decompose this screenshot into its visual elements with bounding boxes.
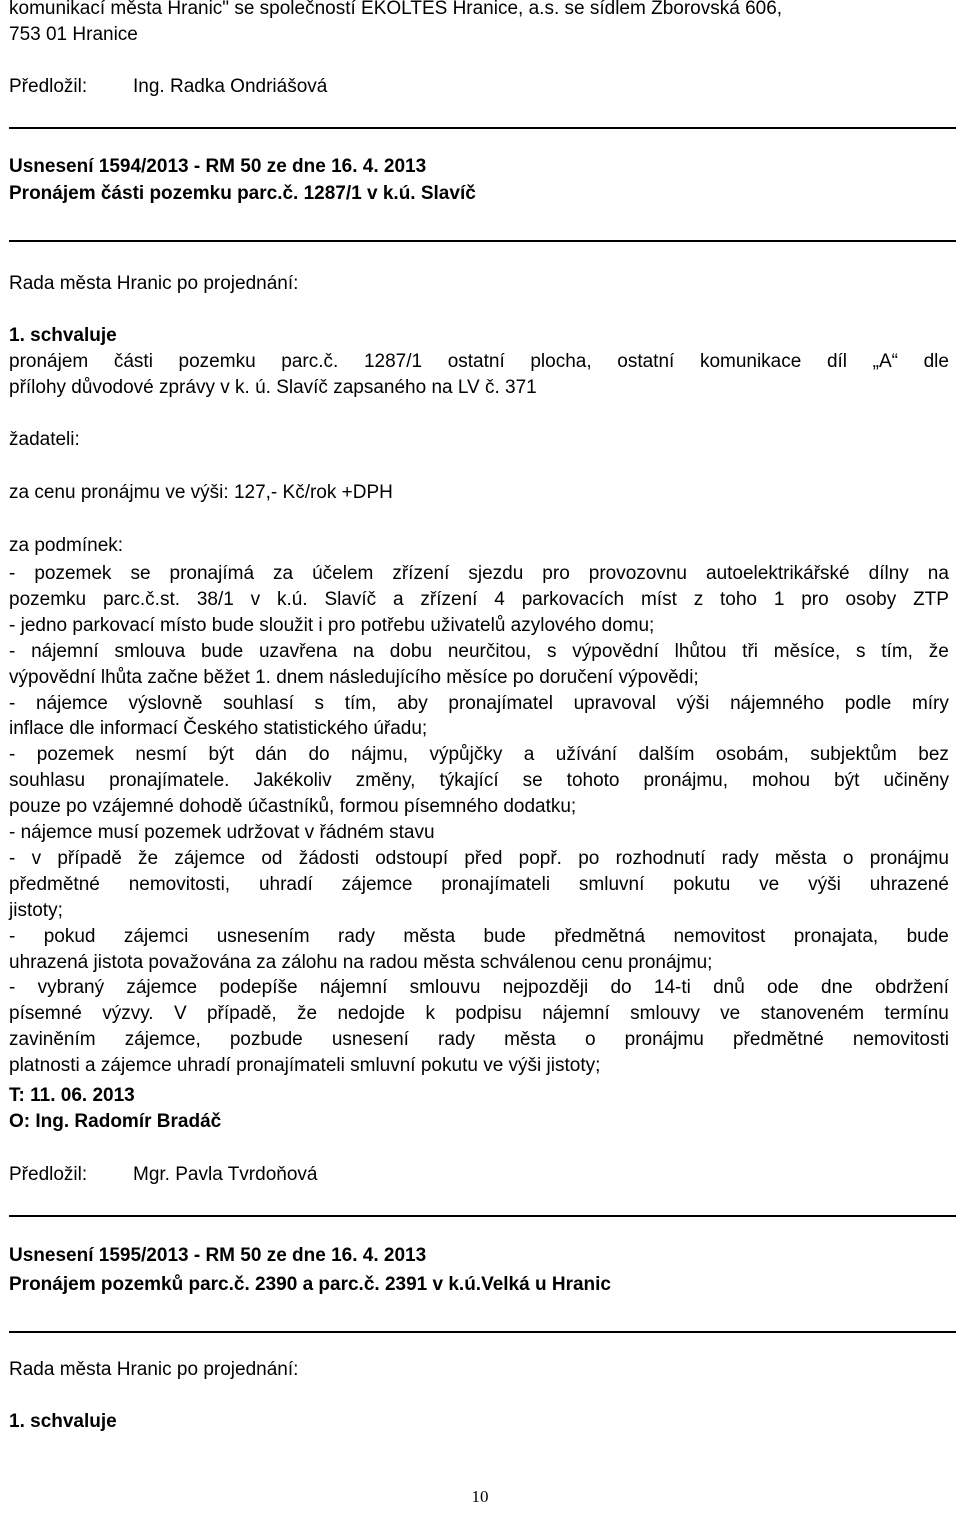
condition-line: písemné výzvy. V případě, že nedojde k podpisu nájemní smlouvy ve stanoveném termínu — [9, 1003, 949, 1024]
resolution-point: 1. schvaluje — [9, 325, 117, 346]
continuation-line-1: komunikací města Hranic" se společností EKOLTES Hranice, a.s. se sídlem Zborovská 606, — [9, 0, 783, 19]
condition-line: souhlasu pronajímatele. Jakékoliv změny, týkající se tohoto pronájmu, mohou být učiněny — [9, 770, 949, 791]
submitter-row — [9, 75, 327, 99]
council-intro: Rada města Hranic po projednání: — [9, 273, 299, 294]
resolution-title: Usnesení 1594/2013 - RM 50 ze dne 16. 4. 2013 — [9, 156, 427, 177]
resolution-subject: Pronájem části pozemku parc.č. 1287/1 v k.ú. Slavíč — [9, 183, 476, 204]
condition-line: zaviněním zájemce, pozbude usnesení rady města o pronájmu předmětné nemovitosti — [9, 1029, 949, 1050]
condition-line: - pozemek se pronajímá za účelem zřízení sjezdu pro provozovnu autoelektrikářské dílny na — [9, 563, 949, 584]
price-line: za cenu pronájmu ve výši: 127,- Kč/rok +DPH — [9, 482, 393, 503]
conditions-label: za podmínek: — [9, 535, 124, 556]
section-divider — [9, 240, 956, 242]
resolution-point: 1. schvaluje — [9, 1411, 117, 1432]
council-intro: Rada města Hranic po projednání: — [9, 1359, 299, 1380]
condition-line: pouze po vzájemné dohodě účastníků, formou písemného dodatku; — [9, 796, 577, 817]
condition-line: - pokud zájemci usnesením rady města bude předmětná nemovitost pronajata, bude — [9, 926, 949, 947]
submitter-label: Předložil: — [9, 76, 88, 97]
condition-line: - v případě že zájemce od žádosti odstoupí před popř. po rozhodnutí rady města o pronájmu — [9, 848, 949, 869]
section-divider — [9, 1331, 956, 1333]
submitter-name: Ing. Radka Ondriášová — [133, 76, 328, 97]
approval-word: pronájem — [9, 351, 89, 372]
submitter-name: Mgr. Pavla Tvrdoňová — [133, 1164, 318, 1185]
condition-line: - nájemce výslovně souhlasí s tím, aby pronajímatel upravoval výši nájemného podle míry — [9, 693, 949, 714]
submitter-label: Předložil: — [9, 1164, 88, 1185]
submitter-row — [9, 1163, 317, 1187]
approval-word: ostatní — [447, 351, 505, 372]
page-number: 10 — [471, 1487, 489, 1506]
applicant-label: žadateli: — [9, 429, 80, 450]
section-divider — [9, 1215, 956, 1217]
approval-word: pozemku — [178, 351, 256, 372]
condition-line: - nájemní smlouva bude uzavřena na dobu neurčitou, s výpovědní lhůtou tři měsíce, s tím, že — [9, 641, 949, 662]
condition-line: - pozemek nesmí být dán do nájmu, výpůjčky a užívání dalším osobám, subjektům bez — [9, 744, 949, 765]
approval-word: plocha, — [530, 351, 592, 372]
condition-line: pozemku parc.č.st. 38/1 v k.ú. Slavíč a zřízení 4 parkovacích míst z toho 1 pro osoby ZTP — [9, 589, 949, 610]
approval-word: části — [113, 351, 153, 372]
term-line: T: 11. 06. 2013 — [9, 1085, 135, 1106]
approval-word: parc.č. — [281, 351, 339, 372]
condition-line: jistoty; — [9, 900, 63, 921]
continuation-line-2: 753 01 Hranice — [9, 24, 138, 45]
approval-word: „A“ — [872, 351, 898, 372]
condition-line: inflace dle informací Českého statistického úřadu; — [9, 718, 428, 739]
approval-word: ostatní — [617, 351, 675, 372]
approval-word: 1287/1 — [363, 351, 423, 372]
condition-line: - vybraný zájemce podepíše nájemní smlouvu nejpozději do 14-ti dnů ode dne obdržení — [9, 977, 949, 998]
condition-line: - jedno parkovací místo bude sloužit i pro potřebu uživatelů azylového domu; — [9, 615, 655, 636]
condition-line: - nájemce musí pozemek udržovat v řádném stavu — [9, 822, 435, 843]
condition-line: předmětné nemovitosti, uhradí zájemce pronajímateli smluvní pokutu ve výši uhrazené — [9, 874, 949, 895]
condition-line: výpovědní lhůta začne běžet 1. dnem následujícího měsíce po doručení výpovědi; — [9, 667, 699, 688]
approval-text-line — [9, 350, 949, 374]
resolution-subject: Pronájem pozemků parc.č. 2390 a parc.č. 2391 v k.ú.Velká u Hranic — [9, 1274, 611, 1295]
approval-text-line: přílohy důvodové zprávy v k. ú. Slavíč zapsaného na LV č. 371 — [9, 377, 537, 398]
approval-word: díl — [826, 351, 848, 372]
approval-word: dle — [923, 351, 949, 372]
responsible-line: O: Ing. Radomír Bradáč — [9, 1111, 222, 1132]
section-divider — [9, 127, 956, 129]
condition-line: uhrazená jistota považována za zálohu na radou města schválenou cenu pronájmu; — [9, 952, 713, 973]
resolution-title: Usnesení 1595/2013 - RM 50 ze dne 16. 4. 2013 — [9, 1245, 427, 1266]
condition-line: platnosti a zájemce uhradí pronajímateli smluvní pokutu ve výši jistoty; — [9, 1055, 601, 1076]
approval-word: komunikace — [699, 351, 802, 372]
